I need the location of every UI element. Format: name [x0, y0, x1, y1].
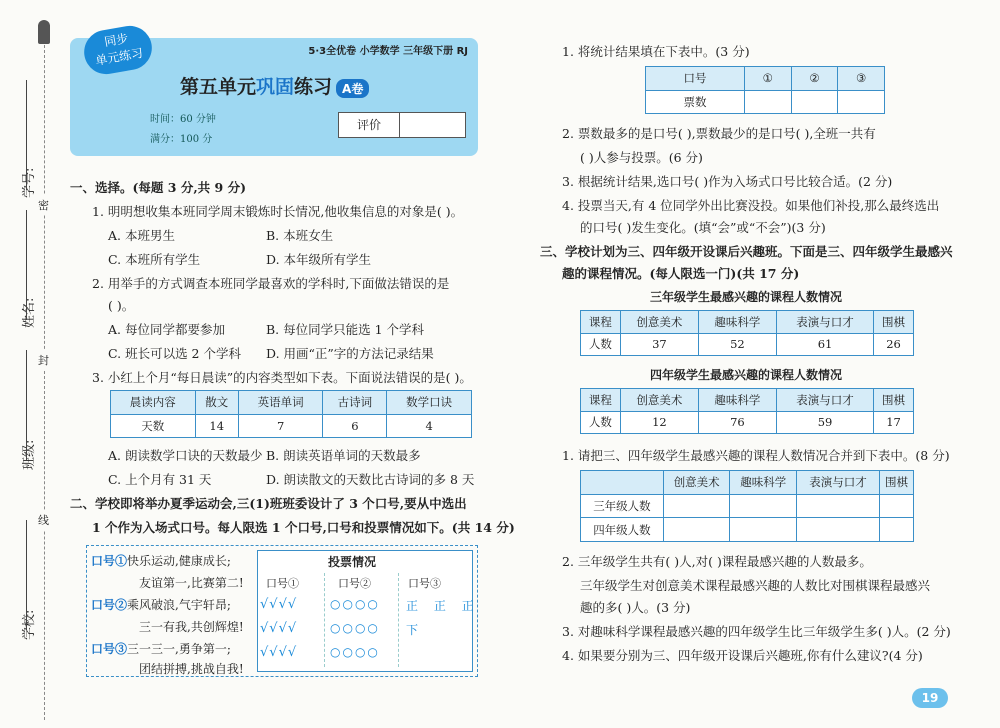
- s3-q4: 4. 如果要分别为三、四年级开设课后兴趣班,你有什么建议?(4 分): [562, 648, 923, 663]
- option[interactable]: D. 用画“正”字的方法记录结果: [266, 346, 434, 361]
- section-3-heading: 三、学校计划为三、四年级开设课后兴趣班。下面是三、四年级学生最感兴: [540, 244, 953, 259]
- s2-q4-cont: 的口号( )发生变化。(填“会”或“不会”)(3 分): [580, 220, 826, 235]
- page-title: 第五单元巩固练习 A卷: [180, 72, 369, 99]
- s2-q1: 1. 将统计结果填在下表中。(3 分): [562, 44, 750, 59]
- s2-q3: 3. 根据统计结果,选口号( )作为入场式口号比较合适。(2 分): [562, 174, 893, 189]
- option[interactable]: B. 朗读英语单词的天数最多: [266, 448, 421, 463]
- page-number: 19: [912, 688, 948, 708]
- q3-stem: 3. 小红上个月“每日晨读”的内容类型如下表。下面说法错误的是( )。: [92, 370, 472, 385]
- merge-table: 创意美术 趣味科学 表演与口才 围棋 三年级人数 四年级人数: [580, 470, 914, 542]
- q2-stem: 2. 用举手的方式调查本班同学最喜欢的学科时,下面做法错误的是: [92, 276, 450, 291]
- section-1-heading: 一、选择。(每题 3 分,共 9 分): [70, 180, 246, 195]
- option[interactable]: C. 本班所有学生: [108, 252, 201, 267]
- s3-q3: 3. 对趣味科学课程最感兴趣的四年级学生比三年级学生多( )人。(2 分): [562, 624, 951, 639]
- s2-q2: 2. 票数最多的是口号( ),票数最少的是口号( ),全班一共有: [562, 126, 876, 141]
- answer-cell[interactable]: [797, 494, 880, 518]
- q1-stem: 1. 明明想收集本班同学周末锻炼时长情况,他收集信息的对象是( )。: [92, 204, 464, 219]
- id-label: 学号:: [22, 167, 37, 198]
- slogan-1: 口号①快乐运动,健康成长;: [91, 554, 231, 568]
- option[interactable]: A. 本班男生: [108, 228, 175, 243]
- seal-char: 线: [38, 510, 49, 530]
- version-tag: A卷: [336, 79, 369, 98]
- tick-marks: √√√√: [260, 597, 298, 612]
- slogan-vote-box: [86, 545, 478, 677]
- slogan-2: 口号②乘风破浪,气宇轩昂;: [91, 598, 231, 612]
- answer-cell[interactable]: [745, 90, 792, 114]
- book-meta: 5·3全优卷 小学数学 三年级下册 RJ: [308, 46, 468, 57]
- section-3-heading-cont: 趣的课程情况。(每人限选一门)(共 17 分): [562, 266, 800, 281]
- vote-head: 口号②: [338, 577, 371, 590]
- time-limit: 时间：60 分钟: [150, 114, 216, 125]
- school-blank: [26, 520, 27, 630]
- vote-panel: [257, 550, 480, 672]
- name-label: 姓名:: [22, 297, 37, 328]
- s3-q2-cont: 三年级学生对创意美术课程最感兴趣的人数比对围棋课程最感兴: [580, 578, 931, 593]
- s2-q4: 4. 投票当天,有 4 位同学外出比赛没投。如果他们补投,那么最终选出: [562, 198, 940, 213]
- answer-cell[interactable]: [663, 518, 730, 542]
- circle-marks: ○○○○: [330, 645, 380, 659]
- sync-badge: 同步 单元练习: [81, 22, 156, 77]
- option[interactable]: B. 本班女生: [266, 228, 334, 243]
- answer-cell[interactable]: [663, 494, 730, 518]
- school-label: 学校:: [22, 609, 37, 640]
- grade3-table: 课程 创意美术 趣味科学 表演与口才 围棋 人数 37 52 61 26: [580, 310, 914, 356]
- option[interactable]: A. 每位同学都要参加: [108, 322, 225, 337]
- s3-q2-cont2: 趣的多( )人。(3 分): [580, 600, 691, 615]
- name-blank: [26, 210, 27, 320]
- s3-q1: 1. 请把三、四年级学生最感兴趣的课程人数情况合并到下表中。(8 分): [562, 448, 950, 463]
- vote-count-table: 口号 ① ② ③ 票数: [645, 66, 885, 114]
- circle-marks: ○○○○: [330, 621, 380, 635]
- zheng-marks: 正 正 正: [406, 599, 480, 613]
- tick-marks: √√√√: [260, 645, 298, 660]
- vote-head: 口号③: [408, 577, 441, 590]
- cut-line: [44, 40, 45, 720]
- q2-stem-cont: ( )。: [108, 298, 135, 313]
- answer-cell[interactable]: [838, 90, 885, 114]
- option[interactable]: C. 上个月有 31 天: [108, 472, 212, 487]
- tick-marks: √√√√: [260, 621, 298, 636]
- class-label: 班级:: [22, 439, 37, 470]
- option[interactable]: C. 班长可以选 2 个学科: [108, 346, 241, 361]
- answer-cell[interactable]: [791, 90, 838, 114]
- section-2-heading: 二、学校即将举办夏季运动会,三(1)班班委设计了 3 个口号,要从中选出: [70, 496, 467, 511]
- binding-strip: [0, 0, 62, 728]
- s2-q2-cont: ( )人参与投票。(6 分): [580, 150, 703, 165]
- id-blank: [26, 80, 27, 190]
- slogan-1-line2: 友谊第一,比赛第二!: [139, 576, 244, 590]
- seal-char: 封: [38, 350, 49, 370]
- zheng-marks: 下: [406, 623, 425, 637]
- reading-table: 晨读内容 散文 英语单词 古诗词 数学口诀 天数 14 7 6 4: [110, 390, 472, 438]
- class-blank: [26, 350, 27, 460]
- section-2-heading-cont: 1 个作为入场式口号。每人限选 1 个口号,口号和投票情况如下。(共 14 分): [92, 520, 515, 535]
- circle-marks: ○○○○: [330, 597, 380, 611]
- vote-head: 口号①: [266, 577, 299, 590]
- slogan-3-line2: 团结拼搏,挑战自我!: [139, 662, 244, 676]
- option[interactable]: D. 朗读散文的天数比古诗词的多 8 天: [266, 472, 475, 487]
- slogan-2-line2: 三一有我,共创辉煌!: [139, 620, 244, 634]
- option[interactable]: A. 朗读数学口诀的天数最少: [108, 448, 263, 463]
- grade4-table: 课程 创意美术 趣味科学 表演与口才 围棋 人数 12 76 59 17: [580, 388, 914, 434]
- s3-q2: 2. 三年级学生共有( )人,对( )课程最感兴趣的人数最多。: [562, 554, 872, 569]
- grade3-table-title: 三年级学生最感兴趣的课程人数情况: [650, 290, 843, 304]
- seal-char: 密: [38, 195, 49, 215]
- answer-cell[interactable]: [730, 518, 797, 542]
- vote-title: 投票情况: [328, 555, 377, 569]
- full-score: 满分：100 分: [150, 134, 213, 145]
- slogan-3: 口号③三一三一,勇争第一;: [91, 642, 231, 656]
- rocket-icon: [38, 20, 50, 44]
- evaluation-box[interactable]: 评价: [338, 112, 466, 138]
- option[interactable]: D. 本年级所有学生: [266, 252, 372, 267]
- option[interactable]: B. 每位同学只能选 1 个学科: [266, 322, 425, 337]
- answer-cell[interactable]: [879, 494, 913, 518]
- answer-cell[interactable]: [730, 494, 797, 518]
- grade4-table-title: 四年级学生最感兴趣的课程人数情况: [650, 368, 843, 382]
- answer-cell[interactable]: [797, 518, 880, 542]
- answer-cell[interactable]: [879, 518, 913, 542]
